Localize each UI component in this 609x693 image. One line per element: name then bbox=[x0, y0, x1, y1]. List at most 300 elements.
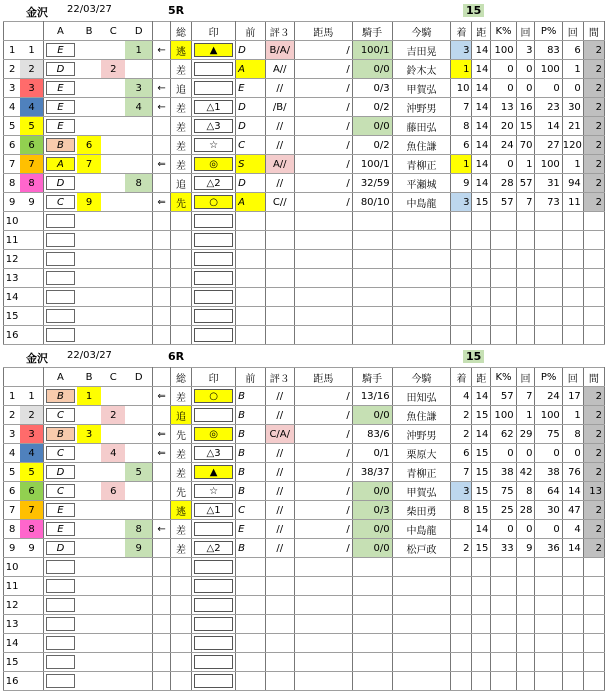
cell-mae: B bbox=[236, 482, 265, 501]
cell-mark[interactable] bbox=[192, 117, 236, 136]
mark-box[interactable]: ☆ bbox=[194, 138, 233, 152]
cell-C bbox=[101, 212, 125, 231]
cell-mark[interactable] bbox=[192, 212, 236, 231]
cell-sou: 追 bbox=[171, 406, 192, 425]
cell-kai2: 120 bbox=[562, 136, 583, 155]
cell-empty bbox=[562, 596, 583, 615]
cell-kan bbox=[583, 596, 604, 615]
horse-row[interactable] bbox=[4, 482, 605, 501]
cell-C: 2 bbox=[101, 60, 125, 79]
mark-box[interactable] bbox=[194, 636, 233, 650]
cell-mark[interactable] bbox=[192, 539, 236, 558]
mark-box[interactable] bbox=[194, 252, 233, 266]
cell-empty bbox=[491, 250, 516, 269]
horse-row[interactable] bbox=[4, 98, 605, 117]
gate-number: 3 bbox=[20, 79, 43, 98]
mark-box[interactable] bbox=[194, 655, 233, 669]
mark-box[interactable]: ☆ bbox=[194, 484, 233, 498]
horse-number: 3 bbox=[4, 425, 21, 444]
gate-number: 6 bbox=[20, 482, 43, 501]
cell-C: 4 bbox=[101, 444, 125, 463]
cell-dist: 14 bbox=[472, 155, 491, 174]
column-header[interactable]: C bbox=[101, 368, 125, 387]
cell-k: 57 bbox=[491, 193, 516, 212]
cell-empty bbox=[562, 653, 583, 672]
horse-row[interactable] bbox=[4, 155, 605, 174]
mark-box[interactable]: △1 bbox=[194, 503, 233, 517]
rank-a-box: E bbox=[46, 81, 75, 95]
cell-empty bbox=[472, 231, 491, 250]
cell-sou: 差 bbox=[171, 387, 192, 406]
cell-mark[interactable] bbox=[192, 520, 236, 539]
cell-arr bbox=[153, 60, 171, 79]
mark-box[interactable]: ◎ bbox=[194, 427, 233, 441]
mark-box[interactable] bbox=[194, 233, 233, 247]
cell-kai2: 76 bbox=[562, 463, 583, 482]
cell-empty bbox=[392, 288, 451, 307]
horse-row[interactable] bbox=[4, 79, 605, 98]
column-header[interactable]: K% bbox=[491, 368, 516, 387]
cell-empty bbox=[472, 596, 491, 615]
cell-mark[interactable] bbox=[192, 501, 236, 520]
cell-empty bbox=[451, 634, 472, 653]
column-header[interactable]: D bbox=[125, 368, 152, 387]
cell-B: 9 bbox=[77, 193, 101, 212]
horse-row[interactable] bbox=[4, 136, 605, 155]
horse-row[interactable] bbox=[4, 387, 605, 406]
cell-D bbox=[125, 634, 152, 653]
cell-D bbox=[125, 558, 152, 577]
cell-mark[interactable] bbox=[192, 425, 236, 444]
column-header[interactable]: C bbox=[101, 22, 125, 41]
column-header[interactable]: 回 bbox=[562, 368, 583, 387]
column-header[interactable]: 評３ bbox=[265, 22, 294, 41]
cell-chaku: 2 bbox=[451, 425, 472, 444]
column-header[interactable]: 印 bbox=[192, 368, 236, 387]
cell-empty bbox=[352, 615, 392, 634]
rank-a-box: D bbox=[46, 176, 75, 190]
cell-mae: D bbox=[236, 174, 265, 193]
cell-C bbox=[101, 98, 125, 117]
cell-p: 31 bbox=[535, 174, 562, 193]
horse-row[interactable] bbox=[4, 539, 605, 558]
cell-empty bbox=[294, 231, 352, 250]
horse-number: 15 bbox=[4, 307, 21, 326]
cell-empty bbox=[294, 653, 352, 672]
column-header[interactable]: 前 bbox=[236, 368, 265, 387]
cell-mark[interactable] bbox=[192, 193, 236, 212]
column-header[interactable]: 前 bbox=[236, 22, 265, 41]
cell-empty bbox=[516, 326, 535, 345]
mark-box[interactable] bbox=[194, 560, 233, 574]
cell-A bbox=[43, 482, 77, 501]
cell-arr bbox=[153, 615, 171, 634]
cell-empty bbox=[491, 231, 516, 250]
cell-mark[interactable] bbox=[192, 463, 236, 482]
horse-number: 9 bbox=[4, 539, 21, 558]
cell-mark[interactable] bbox=[192, 482, 236, 501]
column-header[interactable]: 回 bbox=[516, 22, 535, 41]
cell-sou: 差 bbox=[171, 155, 192, 174]
cell-dist: 15 bbox=[472, 444, 491, 463]
gate-number bbox=[20, 212, 43, 231]
cell-empty bbox=[562, 615, 583, 634]
cell-kan bbox=[583, 672, 604, 691]
cell-empty bbox=[562, 269, 583, 288]
cell-empty bbox=[236, 558, 265, 577]
column-header[interactable]: 間 bbox=[583, 368, 604, 387]
gate-number: 2 bbox=[20, 406, 43, 425]
mark-box[interactable] bbox=[194, 290, 233, 304]
cell-chaku: 6 bbox=[451, 136, 472, 155]
horse-row[interactable] bbox=[4, 41, 605, 60]
cell-empty bbox=[352, 634, 392, 653]
column-header[interactable]: 距 bbox=[472, 22, 491, 41]
cell-A bbox=[43, 672, 77, 691]
cell-C bbox=[101, 653, 125, 672]
cell-mark[interactable] bbox=[192, 387, 236, 406]
column-header[interactable]: 今騎 bbox=[392, 22, 451, 41]
mark-box[interactable]: ○ bbox=[194, 195, 233, 209]
column-header[interactable]: A bbox=[43, 22, 77, 41]
cell-mark[interactable] bbox=[192, 60, 236, 79]
cell-kishu: 0/3 bbox=[352, 501, 392, 520]
cell-dist: 14 bbox=[472, 136, 491, 155]
column-header[interactable]: 総 bbox=[171, 22, 192, 41]
cell-empty bbox=[516, 558, 535, 577]
horse-row[interactable] bbox=[4, 425, 605, 444]
cell-kai1: 0 bbox=[516, 520, 535, 539]
column-header[interactable]: 距馬 bbox=[294, 22, 352, 41]
cell-kai1: 8 bbox=[516, 482, 535, 501]
cell-kai1: 57 bbox=[516, 174, 535, 193]
column-header[interactable]: 着 bbox=[451, 368, 472, 387]
cell-B bbox=[77, 520, 101, 539]
cell-arr: ⇐ bbox=[153, 425, 171, 444]
cell-kishu: 0/3 bbox=[352, 79, 392, 98]
cell-kai1: 15 bbox=[516, 117, 535, 136]
cell-A bbox=[43, 326, 77, 345]
empty-row bbox=[4, 596, 605, 615]
column-header[interactable] bbox=[153, 22, 171, 41]
cell-ima: 沖野男 bbox=[392, 425, 451, 444]
horse-row[interactable] bbox=[4, 463, 605, 482]
column-header-row bbox=[4, 22, 605, 41]
cell-mark[interactable] bbox=[192, 155, 236, 174]
mark-box[interactable]: △3 bbox=[194, 119, 233, 133]
cell-empty bbox=[562, 634, 583, 653]
cell-empty bbox=[491, 288, 516, 307]
cell-k: 100 bbox=[491, 406, 516, 425]
mark-box[interactable]: ▲ bbox=[194, 43, 233, 57]
cell-C bbox=[101, 520, 125, 539]
cell-sou bbox=[171, 577, 192, 596]
column-header[interactable]: P% bbox=[535, 22, 562, 41]
column-header[interactable]: 回 bbox=[562, 22, 583, 41]
mark-box[interactable] bbox=[194, 598, 233, 612]
column-header[interactable]: 着 bbox=[451, 22, 472, 41]
gate-number: 5 bbox=[20, 117, 43, 136]
cell-chaku: 1 bbox=[451, 60, 472, 79]
mark-box[interactable]: △2 bbox=[194, 176, 233, 190]
mark-box[interactable]: △1 bbox=[194, 100, 233, 114]
cell-B bbox=[77, 596, 101, 615]
cell-kishu: 0/2 bbox=[352, 98, 392, 117]
column-header[interactable]: 印 bbox=[192, 22, 236, 41]
cell-arr bbox=[153, 307, 171, 326]
cell-kan: 2 bbox=[583, 387, 604, 406]
cell-empty bbox=[265, 653, 294, 672]
cell-k: 0 bbox=[491, 520, 516, 539]
cell-empty bbox=[451, 596, 472, 615]
cell-chaku: 8 bbox=[451, 117, 472, 136]
column-header[interactable]: D bbox=[125, 22, 152, 41]
mark-box[interactable] bbox=[194, 309, 233, 323]
cell-mark[interactable] bbox=[192, 231, 236, 250]
cell-kan bbox=[583, 615, 604, 634]
column-header[interactable]: 総 bbox=[171, 368, 192, 387]
cell-ima: 青柳正 bbox=[392, 155, 451, 174]
cell-arr bbox=[153, 558, 171, 577]
column-header[interactable]: 評３ bbox=[265, 368, 294, 387]
cell-mark[interactable] bbox=[192, 98, 236, 117]
horse-number: 11 bbox=[4, 231, 21, 250]
cell-empty bbox=[472, 307, 491, 326]
cell-kan: 2 bbox=[583, 444, 604, 463]
cell-empty bbox=[392, 212, 451, 231]
cell-D: 3 bbox=[125, 79, 152, 98]
cell-empty bbox=[562, 577, 583, 596]
cell-chaku bbox=[451, 520, 472, 539]
cell-sou bbox=[171, 269, 192, 288]
horse-row[interactable] bbox=[4, 406, 605, 425]
cell-A bbox=[43, 387, 77, 406]
column-header[interactable]: 今騎 bbox=[392, 368, 451, 387]
column-header[interactable]: 間 bbox=[583, 22, 604, 41]
cell-kyo: / bbox=[294, 79, 352, 98]
cell-hyo: // bbox=[265, 406, 294, 425]
cell-mark[interactable] bbox=[192, 79, 236, 98]
cell-arr bbox=[153, 463, 171, 482]
cell-empty bbox=[236, 577, 265, 596]
empty-row bbox=[4, 307, 605, 326]
cell-mark[interactable] bbox=[192, 672, 236, 691]
cell-dist: 14 bbox=[472, 117, 491, 136]
horse-row[interactable] bbox=[4, 501, 605, 520]
cell-arr bbox=[153, 231, 171, 250]
cell-kai1: 1 bbox=[516, 155, 535, 174]
cell-hyo: // bbox=[265, 520, 294, 539]
cell-kyo: / bbox=[294, 98, 352, 117]
cell-kan: 2 bbox=[583, 98, 604, 117]
cell-C: 2 bbox=[101, 406, 125, 425]
cell-dist: 14 bbox=[472, 41, 491, 60]
empty-row bbox=[4, 577, 605, 596]
cell-empty bbox=[472, 326, 491, 345]
cell-empty bbox=[352, 672, 392, 691]
cell-C: 6 bbox=[101, 482, 125, 501]
empty-row bbox=[4, 250, 605, 269]
cell-kishu: 13/16 bbox=[352, 387, 392, 406]
rank-a-box: B bbox=[46, 427, 75, 441]
cell-hyo: // bbox=[265, 482, 294, 501]
cell-ima: 魚住謙 bbox=[392, 136, 451, 155]
column-header[interactable]: P% bbox=[535, 368, 562, 387]
mark-box[interactable] bbox=[194, 214, 233, 228]
gate-number: 1 bbox=[20, 41, 43, 60]
cell-B bbox=[77, 231, 101, 250]
mark-box[interactable] bbox=[194, 328, 233, 342]
gate-number: 9 bbox=[20, 539, 43, 558]
cell-mark[interactable] bbox=[192, 596, 236, 615]
cell-A bbox=[43, 212, 77, 231]
cell-p: 0 bbox=[535, 444, 562, 463]
cell-empty bbox=[352, 269, 392, 288]
cell-kan: 2 bbox=[583, 155, 604, 174]
cell-empty bbox=[451, 231, 472, 250]
rank-a-box bbox=[46, 309, 75, 323]
mark-box[interactable]: ○ bbox=[194, 389, 233, 403]
horse-row[interactable] bbox=[4, 520, 605, 539]
cell-mark[interactable] bbox=[192, 41, 236, 60]
cell-mark[interactable] bbox=[192, 634, 236, 653]
cell-mark[interactable] bbox=[192, 615, 236, 634]
cell-sou: 逃 bbox=[171, 41, 192, 60]
cell-arr bbox=[153, 326, 171, 345]
cell-D: 8 bbox=[125, 174, 152, 193]
cell-arr bbox=[153, 577, 171, 596]
empty-row bbox=[4, 558, 605, 577]
cell-C bbox=[101, 250, 125, 269]
mark-box[interactable] bbox=[194, 617, 233, 631]
cell-mark[interactable] bbox=[192, 136, 236, 155]
column-header[interactable]: A bbox=[43, 368, 77, 387]
horse-row[interactable] bbox=[4, 60, 605, 79]
column-header[interactable]: 騎手 bbox=[352, 22, 392, 41]
cell-kai1: 0 bbox=[516, 79, 535, 98]
cell-mark[interactable] bbox=[192, 288, 236, 307]
cell-empty bbox=[392, 615, 451, 634]
cell-C bbox=[101, 174, 125, 193]
cell-empty bbox=[265, 672, 294, 691]
cell-chaku: 6 bbox=[451, 444, 472, 463]
cell-mark[interactable] bbox=[192, 307, 236, 326]
cell-B: 6 bbox=[77, 136, 101, 155]
horse-row[interactable] bbox=[4, 117, 605, 136]
cell-B bbox=[77, 634, 101, 653]
cell-A bbox=[43, 463, 77, 482]
horse-number: 13 bbox=[4, 269, 21, 288]
mark-box[interactable] bbox=[194, 522, 233, 536]
cell-dist: 14 bbox=[472, 387, 491, 406]
cell-C bbox=[101, 231, 125, 250]
cell-empty bbox=[491, 307, 516, 326]
cell-empty bbox=[392, 634, 451, 653]
mark-box[interactable]: △3 bbox=[194, 446, 233, 460]
cell-hyo: // bbox=[265, 444, 294, 463]
cell-chaku: 4 bbox=[451, 387, 472, 406]
cell-dist: 15 bbox=[472, 406, 491, 425]
mark-box[interactable] bbox=[194, 62, 233, 76]
column-header[interactable]: 距 bbox=[472, 368, 491, 387]
mark-box[interactable] bbox=[194, 271, 233, 285]
cell-chaku: 2 bbox=[451, 539, 472, 558]
cell-empty bbox=[352, 212, 392, 231]
cell-mark[interactable] bbox=[192, 250, 236, 269]
cell-empty bbox=[294, 634, 352, 653]
cell-empty bbox=[516, 672, 535, 691]
cell-mark[interactable] bbox=[192, 653, 236, 672]
cell-arr: ⇐ bbox=[153, 155, 171, 174]
cell-empty bbox=[265, 250, 294, 269]
mark-box[interactable] bbox=[194, 674, 233, 688]
cell-empty bbox=[265, 596, 294, 615]
cell-kyo: / bbox=[294, 117, 352, 136]
cell-mark[interactable] bbox=[192, 326, 236, 345]
horse-row[interactable] bbox=[4, 444, 605, 463]
cell-empty bbox=[535, 653, 562, 672]
column-header[interactable]: B bbox=[77, 22, 101, 41]
horse-row[interactable] bbox=[4, 174, 605, 193]
cell-p: 36 bbox=[535, 539, 562, 558]
cell-kishu: 100/1 bbox=[352, 41, 392, 60]
column-header[interactable]: 回 bbox=[516, 368, 535, 387]
cell-empty bbox=[236, 672, 265, 691]
cell-mark[interactable] bbox=[192, 269, 236, 288]
cell-empty bbox=[294, 288, 352, 307]
column-header[interactable]: B bbox=[77, 368, 101, 387]
mark-box[interactable]: ◎ bbox=[194, 157, 233, 171]
cell-kai1: 16 bbox=[516, 98, 535, 117]
column-header[interactable]: K% bbox=[491, 22, 516, 41]
column-header[interactable] bbox=[153, 368, 171, 387]
cell-kyo: / bbox=[294, 539, 352, 558]
cell-D bbox=[125, 307, 152, 326]
horse-row[interactable] bbox=[4, 193, 605, 212]
mark-box[interactable] bbox=[194, 408, 233, 422]
cell-empty bbox=[236, 634, 265, 653]
cell-empty bbox=[352, 288, 392, 307]
cell-mark[interactable] bbox=[192, 444, 236, 463]
cell-kishu: 0/0 bbox=[352, 520, 392, 539]
mark-box[interactable]: ▲ bbox=[194, 465, 233, 479]
mark-box[interactable]: △2 bbox=[194, 541, 233, 555]
column-header[interactable]: 騎手 bbox=[352, 368, 392, 387]
cell-C bbox=[101, 326, 125, 345]
cell-mark[interactable] bbox=[192, 558, 236, 577]
header-blank bbox=[4, 22, 21, 41]
cell-kishu: 80/10 bbox=[352, 193, 392, 212]
column-header[interactable]: 距馬 bbox=[294, 368, 352, 387]
mark-box[interactable] bbox=[194, 81, 233, 95]
cell-kai1: 29 bbox=[516, 425, 535, 444]
cell-mark[interactable] bbox=[192, 406, 236, 425]
cell-mark[interactable] bbox=[192, 174, 236, 193]
horse-number: 7 bbox=[4, 155, 21, 174]
cell-empty bbox=[516, 653, 535, 672]
cell-empty bbox=[516, 231, 535, 250]
cell-A bbox=[43, 406, 77, 425]
cell-kai1: 3 bbox=[516, 41, 535, 60]
horse-number: 13 bbox=[4, 615, 21, 634]
cell-k: 62 bbox=[491, 425, 516, 444]
cell-kai1: 0 bbox=[516, 444, 535, 463]
cell-kan bbox=[583, 326, 604, 345]
gate-number bbox=[20, 269, 43, 288]
mark-box[interactable] bbox=[194, 579, 233, 593]
cell-mark[interactable] bbox=[192, 577, 236, 596]
cell-C bbox=[101, 463, 125, 482]
